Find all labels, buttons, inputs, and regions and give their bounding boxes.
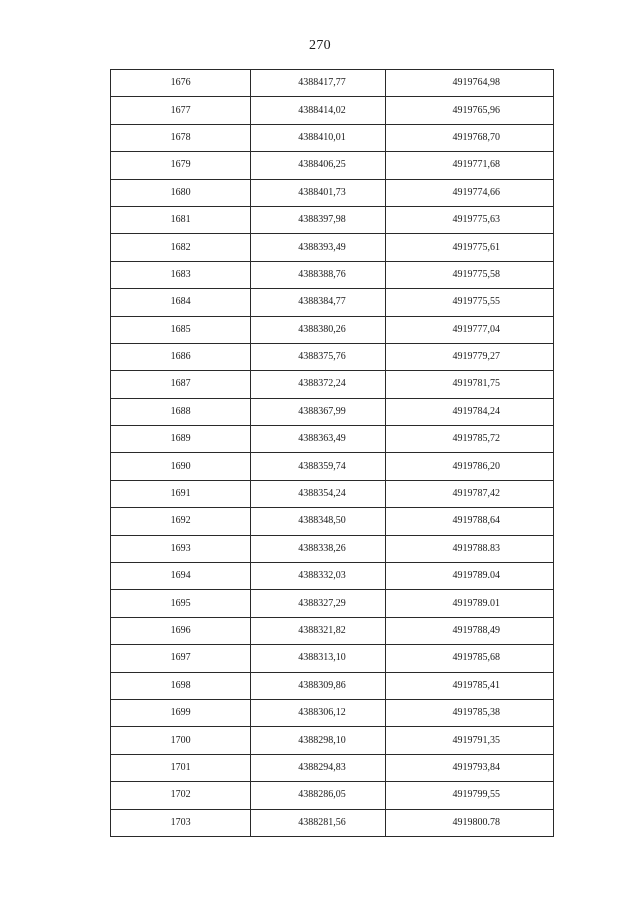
table-row [111, 70, 554, 97]
x-coordinate-cell: 4388372,24 [251, 371, 385, 398]
y-coordinate-cell: 4919771,68 [385, 152, 553, 179]
x-coordinate-cell: 4388367,99 [251, 398, 385, 425]
y-coordinate-cell: 4919765,96 [385, 97, 553, 124]
table-row [111, 480, 554, 507]
x-coordinate-cell: 4388306,12 [251, 699, 385, 726]
point-number-cell: 1682 [111, 234, 251, 261]
x-coordinate-cell: 4388286,05 [251, 782, 385, 809]
point-number-cell: 1694 [111, 563, 251, 590]
table-row [111, 699, 554, 726]
point-number-cell: 1691 [111, 480, 251, 507]
point-number-cell: 1676 [111, 70, 251, 97]
y-coordinate-cell: 4919775,55 [385, 289, 553, 316]
point-number-cell: 1695 [111, 590, 251, 617]
x-coordinate-cell: 4388321,82 [251, 617, 385, 644]
y-coordinate-cell: 4919788,64 [385, 508, 553, 535]
y-coordinate-cell: 4919799,55 [385, 782, 553, 809]
y-coordinate-cell: 4919800.78 [385, 809, 553, 836]
x-coordinate-cell: 4388401,73 [251, 179, 385, 206]
y-coordinate-cell: 4919777,04 [385, 316, 553, 343]
y-coordinate-cell: 4919775,63 [385, 206, 553, 233]
coordinates-table-body [111, 70, 554, 837]
point-number-cell: 1679 [111, 152, 251, 179]
table-row [111, 590, 554, 617]
point-number-cell: 1697 [111, 645, 251, 672]
table-row [111, 672, 554, 699]
table-row [111, 398, 554, 425]
x-coordinate-cell: 4388417,77 [251, 70, 385, 97]
table-row [111, 343, 554, 370]
table-row [111, 809, 554, 836]
y-coordinate-cell: 4919789.04 [385, 563, 553, 590]
x-coordinate-cell: 4388359,74 [251, 453, 385, 480]
x-coordinate-cell: 4388298,10 [251, 727, 385, 754]
point-number-cell: 1687 [111, 371, 251, 398]
y-coordinate-cell: 4919791,35 [385, 727, 553, 754]
table-row [111, 754, 554, 781]
x-coordinate-cell: 4388380,26 [251, 316, 385, 343]
table-row [111, 782, 554, 809]
y-coordinate-cell: 4919785,68 [385, 645, 553, 672]
y-coordinate-cell: 4919788.83 [385, 535, 553, 562]
point-number-cell: 1702 [111, 782, 251, 809]
y-coordinate-cell: 4919787,42 [385, 480, 553, 507]
x-coordinate-cell: 4388332,03 [251, 563, 385, 590]
table-row [111, 563, 554, 590]
y-coordinate-cell: 4919775,61 [385, 234, 553, 261]
y-coordinate-cell: 4919781,75 [385, 371, 553, 398]
x-coordinate-cell: 4388294,83 [251, 754, 385, 781]
x-coordinate-cell: 4388363,49 [251, 426, 385, 453]
point-number-cell: 1683 [111, 261, 251, 288]
x-coordinate-cell: 4388393,49 [251, 234, 385, 261]
table-row [111, 124, 554, 151]
y-coordinate-cell: 4919785,41 [385, 672, 553, 699]
table-row [111, 371, 554, 398]
y-coordinate-cell: 4919785,38 [385, 699, 553, 726]
y-coordinate-cell: 4919793,84 [385, 754, 553, 781]
table-row [111, 179, 554, 206]
point-number-cell: 1696 [111, 617, 251, 644]
x-coordinate-cell: 4388384,77 [251, 289, 385, 316]
table-row [111, 426, 554, 453]
x-coordinate-cell: 4388313,10 [251, 645, 385, 672]
x-coordinate-cell: 4388414,02 [251, 97, 385, 124]
x-coordinate-cell: 4388397,98 [251, 206, 385, 233]
point-number-cell: 1689 [111, 426, 251, 453]
y-coordinate-cell: 4919786,20 [385, 453, 553, 480]
x-coordinate-cell: 4388406,25 [251, 152, 385, 179]
table-row [111, 645, 554, 672]
y-coordinate-cell: 4919768,70 [385, 124, 553, 151]
point-number-cell: 1699 [111, 699, 251, 726]
table-row [111, 206, 554, 233]
point-number-cell: 1700 [111, 727, 251, 754]
y-coordinate-cell: 4919785,72 [385, 426, 553, 453]
page-number: 270 [309, 38, 331, 53]
point-number-cell: 1681 [111, 206, 251, 233]
point-number-cell: 1678 [111, 124, 251, 151]
table-row [111, 727, 554, 754]
point-number-cell: 1677 [111, 97, 251, 124]
table-row [111, 316, 554, 343]
point-number-cell: 1692 [111, 508, 251, 535]
table-row [111, 152, 554, 179]
y-coordinate-cell: 4919779,27 [385, 343, 553, 370]
y-coordinate-cell: 4919764,98 [385, 70, 553, 97]
table-row [111, 617, 554, 644]
y-coordinate-cell: 4919788,49 [385, 617, 553, 644]
table-row [111, 261, 554, 288]
point-number-cell: 1701 [111, 754, 251, 781]
point-number-cell: 1685 [111, 316, 251, 343]
y-coordinate-cell: 4919784,24 [385, 398, 553, 425]
table-row [111, 97, 554, 124]
x-coordinate-cell: 4388375,76 [251, 343, 385, 370]
x-coordinate-cell: 4388348,50 [251, 508, 385, 535]
x-coordinate-cell: 4388354,24 [251, 480, 385, 507]
y-coordinate-cell: 4919789.01 [385, 590, 553, 617]
y-coordinate-cell: 4919775,58 [385, 261, 553, 288]
x-coordinate-cell: 4388309,86 [251, 672, 385, 699]
table-row [111, 289, 554, 316]
point-number-cell: 1684 [111, 289, 251, 316]
coordinates-table [110, 69, 554, 837]
x-coordinate-cell: 4388327,29 [251, 590, 385, 617]
x-coordinate-cell: 4388338,26 [251, 535, 385, 562]
point-number-cell: 1698 [111, 672, 251, 699]
point-number-cell: 1686 [111, 343, 251, 370]
x-coordinate-cell: 4388281,56 [251, 809, 385, 836]
x-coordinate-cell: 4388388,76 [251, 261, 385, 288]
point-number-cell: 1688 [111, 398, 251, 425]
point-number-cell: 1703 [111, 809, 251, 836]
table-row [111, 234, 554, 261]
table-row [111, 535, 554, 562]
point-number-cell: 1680 [111, 179, 251, 206]
table-row [111, 453, 554, 480]
point-number-cell: 1690 [111, 453, 251, 480]
point-number-cell: 1693 [111, 535, 251, 562]
x-coordinate-cell: 4388410,01 [251, 124, 385, 151]
table-row [111, 508, 554, 535]
y-coordinate-cell: 4919774,66 [385, 179, 553, 206]
